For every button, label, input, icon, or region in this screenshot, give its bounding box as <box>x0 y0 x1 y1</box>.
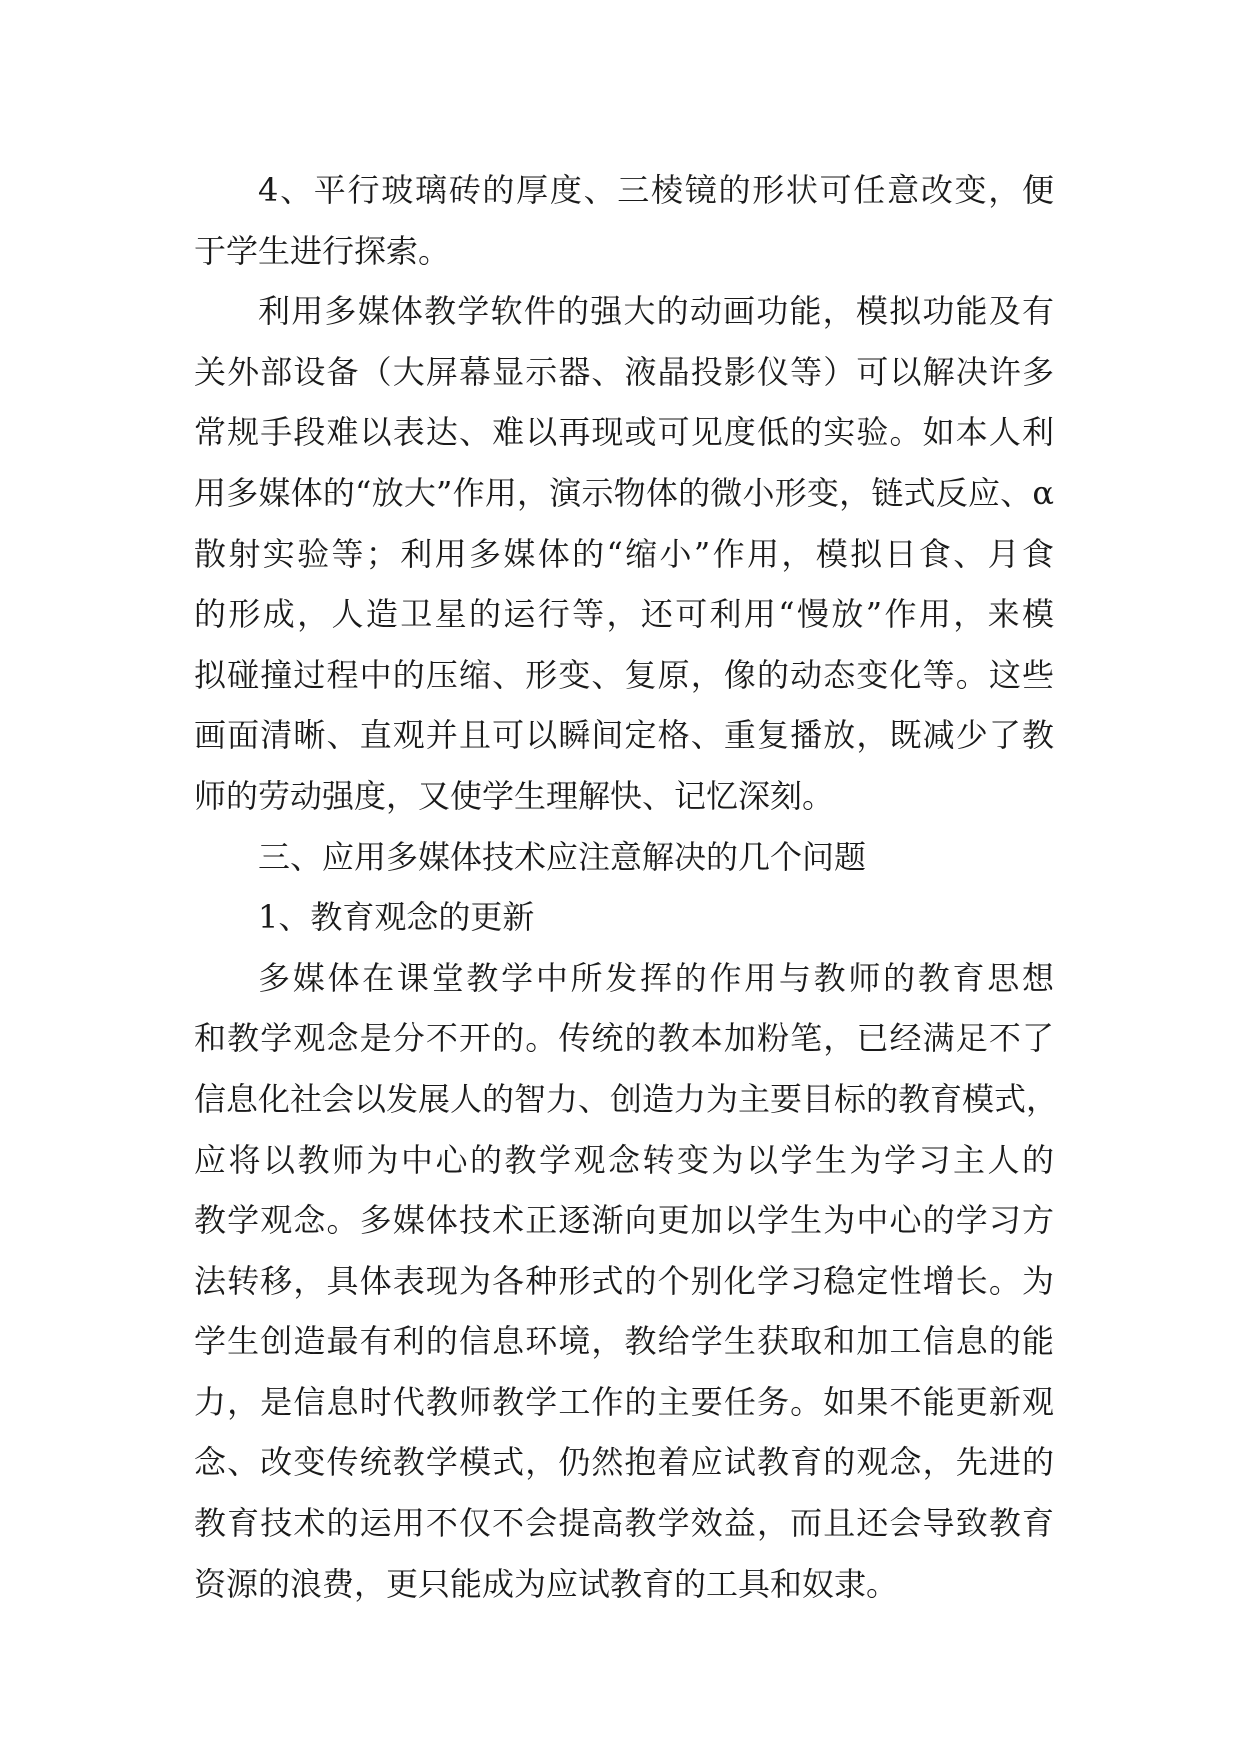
paragraph-education-concepts <box>194 948 1059 1615</box>
subsection-heading-one <box>194 887 1054 948</box>
document-body <box>194 160 1059 1614</box>
text-line: 资源的浪费，更只能成为应试教育的工具和奴隶。 <box>194 1564 899 1603</box>
text-line: 4、平行玻璃砖的厚度、三棱镜的形状可任意改变，便 <box>258 171 1054 209</box>
text-line: 力，是信息时代教师教学工作的主要任务。如果不能更新观 <box>194 1382 1054 1421</box>
text-line: 用多媒体的“放大”作用，演示物体的微小形变，链式反应、α <box>194 473 1054 512</box>
text-line: 于学生进行探索。 <box>194 231 451 270</box>
text-line: 念、改变传统教学模式，仍然抱着应试教育的观念，先进的 <box>194 1443 1054 1482</box>
text-line: 师的劳动强度，又使学生理解快、记忆深刻。 <box>194 776 835 815</box>
section-heading: 三、应用多媒体技术应注意解决的几个问题 <box>258 837 867 876</box>
text-line: 画面清晰、直观并且可以瞬间定格、重复播放，既减少了教 <box>194 716 1054 755</box>
text-line: 教学观念。多媒体技术正逐渐向更加以学生为中心的学习方 <box>194 1201 1054 1240</box>
text-line: 学生创造最有利的信息环境，教给学生获取和加工信息的能 <box>194 1322 1054 1361</box>
text-line: 散射实验等；利用多媒体的“缩小”作用，模拟日食、月食 <box>194 534 1054 573</box>
paragraph-glass-prism-item-4 <box>194 160 1054 281</box>
text-line: 法转移，具体表现为各种形式的个别化学习稳定性增长。为 <box>194 1261 1054 1300</box>
text-line: 信息化社会以发展人的智力、创造力为主要目标的教育模式， <box>194 1079 1059 1118</box>
text-line: 的形成，人造卫星的运行等，还可利用“慢放”作用，来模 <box>194 595 1054 634</box>
text-line: 和教学观念是分不开的。传统的教本加粉笔，已经满足不了 <box>194 1019 1054 1058</box>
section-heading-three <box>194 827 1054 888</box>
text-line: 应将以教师为中心的教学观念转变为以学生为学习主人的 <box>194 1140 1054 1179</box>
subsection-heading: 1、教育观念的更新 <box>258 898 535 937</box>
text-line: 常规手段难以表达、难以再现或可见度低的实验。如本人利 <box>194 413 1054 452</box>
text-line: 利用多媒体教学软件的强大的动画功能，模拟功能及有 <box>258 292 1054 331</box>
text-line: 教育技术的运用不仅不会提高教学效益，而且还会导致教育 <box>194 1504 1054 1543</box>
text-line: 拟碰撞过程中的压缩、形变、复原，像的动态变化等。这些 <box>194 655 1054 694</box>
paragraph-multimedia-animation <box>194 281 1054 826</box>
text-line: 多媒体在课堂教学中所发挥的作用与教师的教育思想 <box>258 958 1054 997</box>
text-line: 关外部设备（大屏幕显示器、液晶投影仪等）可以解决许多 <box>194 352 1054 391</box>
